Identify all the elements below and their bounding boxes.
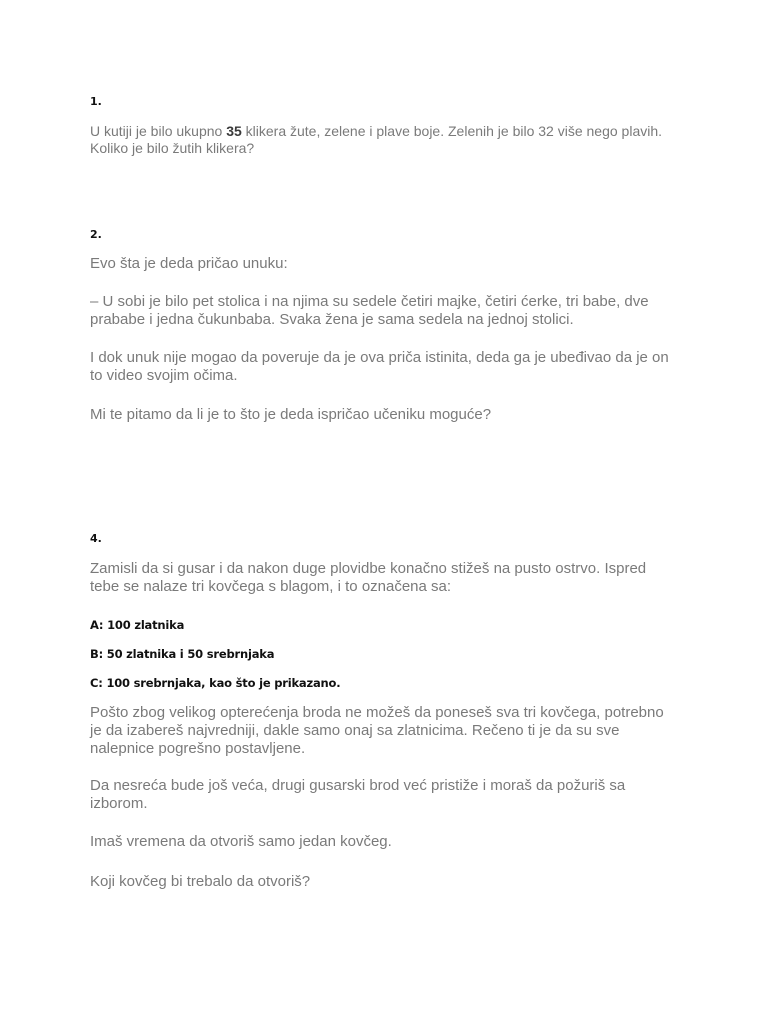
question-1 <box>90 95 690 109</box>
question-4-p2-line-1: Da nesreća bude još veća, drugi gusarski brod već pristiže i moraš da požuriš sa <box>90 777 626 794</box>
option-b-label: B: 50 zlatnika i 50 srebrnjaka <box>90 647 275 661</box>
question-1-total-count: 35 <box>226 123 242 139</box>
question-4-paragraph-2 <box>90 777 690 813</box>
question-4-p1-line-2: je da izabereš najvredniji, dakle samo onaj sa zlatnicima. Rečeno ti je da su sve <box>90 722 620 739</box>
question-2-paragraph-4 <box>90 406 690 424</box>
question-4-option-b <box>90 647 690 661</box>
question-1-line-1-post: klikera žute, zelene i plave boje. Zelenih je bilo 32 više nego plavih. <box>241 123 663 139</box>
question-2-p3-line-2: to video svojim očima. <box>90 367 238 384</box>
question-4-intro-line-2: tebe se nalaze tri kovčega s blagom, i to označena sa: <box>90 578 452 595</box>
question-1-line-1 <box>90 123 690 140</box>
question-2-p2-line-1: – U sobi je bilo pet stolica i na njima su sedele četiri majke, četiri ćerke, tri babe, dve <box>90 293 649 310</box>
question-4-p4: Koji kovčeg bi trebalo da otvoriš? <box>90 873 311 890</box>
question-4-paragraph-3 <box>90 833 690 851</box>
question-4-p2-line-2: izborom. <box>90 795 148 812</box>
question-4-p1-line-1: Pošto zbog velikog opterećenja broda ne možeš da poneseš sva tri kovčega, potrebno <box>90 704 664 721</box>
question-4-option-c <box>90 676 690 690</box>
question-2-paragraph-1 <box>90 255 690 273</box>
question-2-p1: Evo šta je deda pričao unuku: <box>90 255 288 272</box>
question-4-p3: Imaš vremena da otvoriš samo jedan kovčeg. <box>90 833 392 850</box>
question-4-paragraph-4 <box>90 873 690 891</box>
question-1-text <box>90 123 690 157</box>
question-2-number: 2. <box>90 228 102 241</box>
question-1-line-2: Koliko je bilo žutih klikera? <box>90 140 255 156</box>
question-1-number: 1. <box>90 95 102 108</box>
question-4-option-a <box>90 618 690 632</box>
question-2-p2-line-2: prababe i jedna čukunbaba. Svaka žena je sama sedela na jednoj stolici. <box>90 311 574 328</box>
question-2-p3-line-1: I dok unuk nije mogao da poveruje da je ova priča istinita, deda ga je ubeđivao da je on <box>90 349 669 366</box>
question-2-p4: Mi te pitamo da li je to što je deda ispričao učeniku moguće? <box>90 406 492 423</box>
question-2-paragraph-3 <box>90 349 690 385</box>
option-a-label: A: 100 zlatnika <box>90 618 185 632</box>
question-2 <box>90 228 690 242</box>
question-4-number: 4. <box>90 532 102 545</box>
question-4-p1-line-3: nalepnice pogrešno postavljene. <box>90 740 306 757</box>
question-4 <box>90 532 690 546</box>
question-4-intro-line-1: Zamisli da si gusar i da nakon duge plovidbe konačno stižeš na pusto ostrvo. Ispred <box>90 560 647 577</box>
question-4-paragraph-1 <box>90 704 690 758</box>
question-1-line-1-pre: U kutiji je bilo ukupno <box>90 123 227 139</box>
question-2-paragraph-2 <box>90 293 690 329</box>
option-c-label: C: 100 srebrnjaka, kao što je prikazano. <box>90 676 341 690</box>
question-4-intro <box>90 560 690 596</box>
